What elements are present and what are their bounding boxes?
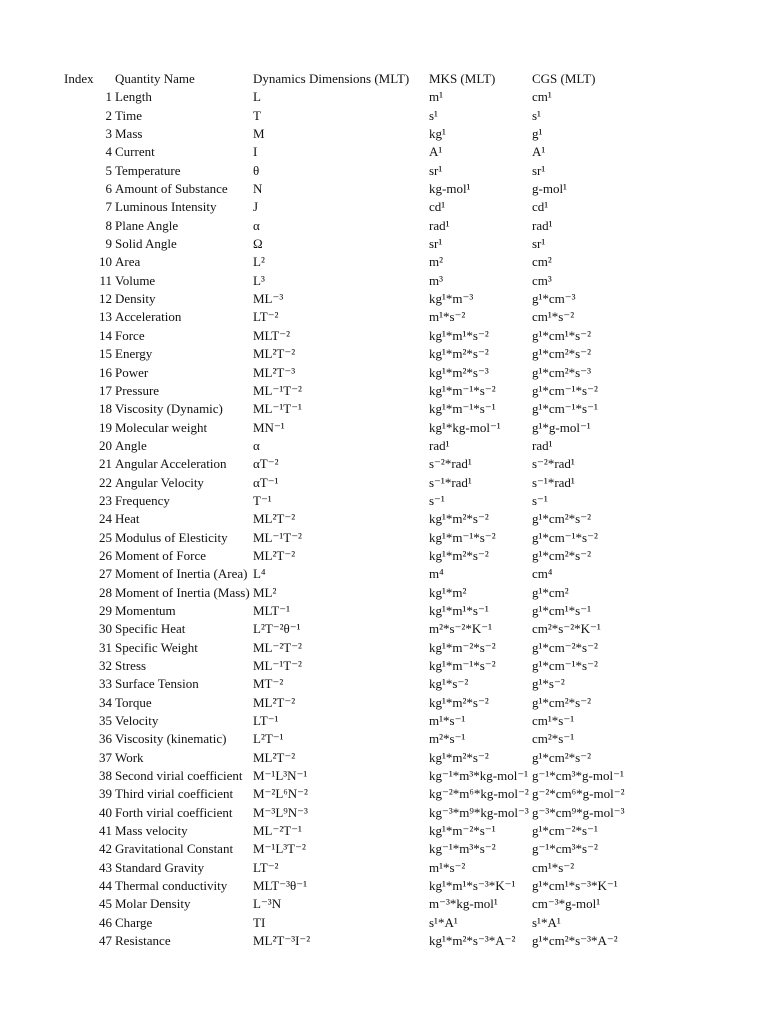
dimension-cell: ML⁻¹T⁻² [253, 382, 302, 398]
units-table [0, 70, 768, 951]
cgs-unit-cell: A¹ [532, 144, 546, 160]
cgs-unit-cell: rad¹ [532, 437, 553, 453]
table-row [0, 584, 768, 602]
table-row [0, 419, 768, 437]
quantity-name-cell: Plane Angle [115, 217, 179, 233]
quantity-name-cell: Mass velocity [115, 823, 188, 839]
mks-unit-cell: s⁻¹ [429, 492, 445, 508]
dimension-cell: LT⁻² [253, 309, 279, 325]
cgs-unit-cell: g¹*cm¹*s⁻³*K⁻¹ [532, 878, 618, 894]
quantity-name-cell: Viscosity (Dynamic) [115, 401, 223, 417]
quantity-name-cell: Velocity [115, 713, 159, 729]
mks-unit-cell: kg¹*m⁻¹*s⁻¹ [429, 401, 496, 417]
table-row [0, 455, 768, 473]
table-row [0, 657, 768, 675]
mks-unit-cell: s¹ [429, 107, 438, 123]
index-cell: 26 [99, 547, 112, 563]
dimension-cell: ML⁻¹T⁻² [253, 529, 302, 545]
table-row [0, 529, 768, 547]
index-cell: 39 [99, 786, 112, 802]
index-cell: 31 [99, 639, 112, 655]
mks-unit-cell: kg¹*m¹*s⁻¹ [429, 602, 489, 618]
index-cell: 37 [99, 749, 112, 765]
mks-unit-cell: kg¹*m¹*s⁻² [429, 327, 489, 343]
table-row [0, 730, 768, 748]
dimension-cell: ML²T⁻² [253, 694, 296, 710]
cgs-unit-cell: g¹*cm² [532, 584, 569, 600]
mks-unit-cell: s¹*A¹ [429, 914, 458, 930]
table-row [0, 822, 768, 840]
quantity-name-cell: Volume [115, 272, 156, 288]
quantity-name-cell: Mass [115, 126, 143, 142]
dimension-cell: L²T⁻²θ⁻¹ [253, 621, 301, 637]
index-cell: 42 [99, 841, 112, 857]
table-row [0, 859, 768, 877]
cgs-unit-cell: cm¹ [532, 89, 552, 105]
index-cell: 10 [99, 254, 112, 270]
mks-unit-cell: kg-mol¹ [429, 181, 471, 197]
dimension-cell: M⁻¹L³T⁻² [253, 841, 306, 857]
mks-unit-cell: m² [429, 254, 444, 270]
quantity-name-cell: Surface Tension [115, 676, 199, 692]
quantity-name-cell: Angle [115, 437, 147, 453]
index-cell: 44 [99, 878, 112, 894]
quantity-name-cell: Third virial coefficient [115, 786, 234, 802]
mks-unit-cell: m¹*s⁻² [429, 859, 466, 875]
table-row [0, 253, 768, 271]
dimension-cell: αT⁻² [253, 456, 279, 472]
cgs-unit-cell: g¹*cm¹*s⁻² [532, 327, 591, 343]
quantity-name-cell: Thermal conductivity [115, 878, 228, 894]
quantity-name-cell: Gravitational Constant [115, 841, 234, 857]
table-row [0, 694, 768, 712]
quantity-name-cell: Pressure [115, 382, 160, 398]
table-row [0, 767, 768, 785]
cgs-unit-cell: g¹*cm⁻²*s⁻² [532, 639, 598, 655]
table-row [0, 198, 768, 216]
dimension-cell: J [253, 199, 259, 215]
cgs-unit-cell: g⁻¹*cm³*g-mol⁻¹ [532, 768, 624, 784]
mks-unit-cell: kg¹*m²*s⁻² [429, 346, 489, 362]
quantity-name-cell: Temperature [115, 162, 181, 178]
cgs-unit-cell: g¹*cm²*s⁻² [532, 511, 591, 527]
cgs-unit-cell: g¹*cm²*s⁻² [532, 547, 591, 563]
index-cell: 8 [105, 217, 112, 233]
dimension-cell: LT⁻² [253, 859, 279, 875]
table-row [0, 235, 768, 253]
mks-unit-cell: sr¹ [429, 236, 443, 252]
mks-unit-cell: kg¹*m⁻²*s⁻¹ [429, 823, 496, 839]
dimension-cell: L⁻³N [253, 896, 282, 912]
table-row [0, 308, 768, 326]
mks-unit-cell: m⁻³*kg-mol¹ [429, 896, 498, 912]
quantity-name-cell: Molecular weight [115, 419, 208, 435]
quantity-name-cell: Power [115, 364, 149, 380]
dimension-cell: ML²T⁻³ [253, 364, 296, 380]
quantity-name-cell: Solid Angle [115, 236, 177, 252]
table-row [0, 749, 768, 767]
dimension-cell: ML⁻²T⁻² [253, 639, 302, 655]
table-row [0, 290, 768, 308]
cgs-unit-cell: cm¹*s⁻² [532, 309, 575, 325]
index-cell: 25 [99, 529, 112, 545]
quantity-name-cell: Torque [115, 694, 152, 710]
cgs-unit-cell: g¹*cm²*s⁻² [532, 346, 591, 362]
table-row [0, 162, 768, 180]
mks-unit-cell: kg¹*m⁻¹*s⁻² [429, 529, 496, 545]
dimension-cell: T [253, 107, 261, 123]
mks-unit-cell: kg¹*m²*s⁻² [429, 694, 489, 710]
quantity-name-cell: Current [115, 144, 155, 160]
quantity-name-cell: Moment of Inertia (Mass) [115, 584, 250, 600]
dimension-cell: L [253, 89, 261, 105]
mks-unit-cell: kg¹*m²*s⁻³*A⁻² [429, 933, 516, 949]
mks-unit-cell: kg⁻¹*m³*s⁻² [429, 841, 496, 857]
cgs-unit-cell: g¹*cm²*s⁻³*A⁻² [532, 933, 618, 949]
index-cell: 23 [99, 492, 112, 508]
mks-unit-cell: m³ [429, 272, 444, 288]
dimension-cell: α [253, 437, 260, 453]
table-row [0, 565, 768, 583]
index-cell: 33 [99, 676, 112, 692]
table-row [0, 382, 768, 400]
table-row [0, 88, 768, 106]
cgs-unit-cell: g¹*cm⁻³ [532, 291, 576, 307]
quantity-name-cell: Specific Weight [115, 639, 198, 655]
table-row [0, 437, 768, 455]
mks-unit-cell: A¹ [429, 144, 443, 160]
mks-unit-cell: kg¹ [429, 126, 446, 142]
index-cell: 2 [105, 107, 112, 123]
index-cell: 14 [99, 327, 112, 343]
index-cell: 20 [99, 437, 112, 453]
table-row [0, 785, 768, 803]
dimension-cell: Ω [253, 236, 263, 252]
dimension-cell: θ [253, 162, 260, 178]
dimension-cell: MLT⁻² [253, 327, 291, 343]
index-cell: 18 [99, 401, 112, 417]
index-cell: 35 [99, 713, 112, 729]
table-row [0, 675, 768, 693]
table-row [0, 602, 768, 620]
mks-unit-cell: kg¹*m⁻³ [429, 291, 474, 307]
dimension-cell: L² [253, 254, 265, 270]
dimension-cell: αT⁻¹ [253, 474, 279, 490]
quantity-name-cell: Density [115, 291, 156, 307]
dimension-cell: MLT⁻¹ [253, 602, 291, 618]
index-cell: 19 [99, 419, 112, 435]
table-row [0, 895, 768, 913]
table-row [0, 364, 768, 382]
quantity-name-cell: Angular Velocity [115, 474, 204, 490]
cgs-unit-cell: g⁻²*cm⁶*g-mol⁻² [532, 786, 625, 802]
cgs-unit-cell: g¹*s⁻² [532, 676, 565, 692]
mks-unit-cell: kg¹*m⁻²*s⁻² [429, 639, 496, 655]
dimension-cell: ML⁻¹T⁻² [253, 658, 302, 673]
cgs-unit-cell: g¹ [532, 126, 543, 142]
index-cell: 45 [99, 896, 112, 912]
table-row [0, 345, 768, 363]
dimension-cell: M⁻²L⁶N⁻² [253, 786, 308, 802]
index-cell: 17 [99, 382, 112, 398]
index-cell: 7 [105, 199, 112, 215]
dimension-cell: LT⁻¹ [253, 713, 279, 729]
table-row [0, 840, 768, 858]
header-cgs: CGS (MLT) [532, 71, 596, 86]
cgs-unit-cell: g¹*cm²*s⁻² [532, 694, 591, 710]
cgs-unit-cell: g⁻³*cm⁹*g-mol⁻³ [532, 804, 625, 820]
quantity-name-cell: Length [115, 89, 152, 105]
mks-unit-cell: sr¹ [429, 162, 443, 178]
dimension-cell: T⁻¹ [253, 492, 272, 508]
cgs-unit-cell: sr¹ [532, 236, 546, 252]
index-cell: 22 [99, 474, 112, 490]
dimension-cell: M⁻³L⁹N⁻³ [253, 804, 308, 820]
index-cell: 34 [99, 694, 112, 710]
cgs-unit-cell: g¹*cm⁻¹*s⁻² [532, 529, 598, 545]
table-row [0, 272, 768, 290]
mks-unit-cell: cd¹ [429, 199, 446, 215]
table-body [0, 88, 768, 950]
quantity-name-cell: Modulus of Elesticity [115, 529, 228, 545]
mks-unit-cell: m¹*s⁻² [429, 309, 466, 325]
table-header-row [0, 70, 768, 88]
cgs-unit-cell: cd¹ [532, 199, 549, 215]
mks-unit-cell: kg⁻³*m⁹*kg-mol⁻³ [429, 804, 529, 820]
mks-unit-cell: m¹*s⁻¹ [429, 713, 466, 729]
table-row [0, 639, 768, 657]
quantity-name-cell: Frequency [115, 492, 170, 508]
cgs-unit-cell: s⁻¹ [532, 492, 548, 508]
index-cell: 12 [99, 291, 112, 307]
dimension-cell: MLT⁻³θ⁻¹ [253, 878, 307, 894]
index-cell: 41 [99, 823, 112, 839]
mks-unit-cell: kg¹*m² [429, 584, 467, 600]
table-row [0, 180, 768, 198]
quantity-name-cell: Momentum [115, 602, 176, 618]
mks-unit-cell: kg⁻²*m⁶*kg-mol⁻² [429, 786, 529, 802]
quantity-name-cell: Molar Density [115, 896, 191, 912]
cgs-unit-cell: g⁻¹*cm³*s⁻² [532, 841, 598, 857]
index-cell: 1 [105, 89, 112, 105]
index-cell: 32 [99, 658, 112, 673]
cgs-unit-cell: s⁻²*rad¹ [532, 456, 575, 472]
index-cell: 16 [99, 364, 112, 380]
mks-unit-cell: m¹ [429, 89, 444, 105]
cgs-unit-cell: cm²*s⁻¹ [532, 731, 575, 747]
cgs-unit-cell: g¹*g-mol⁻¹ [532, 419, 591, 435]
dimension-cell: ML²T⁻³I⁻² [253, 933, 311, 949]
cgs-unit-cell: g¹*cm²*s⁻² [532, 749, 591, 765]
quantity-name-cell: Area [115, 254, 141, 270]
cgs-unit-cell: cm¹*s⁻¹ [532, 713, 575, 729]
cgs-unit-cell: g¹*cm⁻¹*s⁻² [532, 658, 598, 673]
cgs-unit-cell: g¹*cm²*s⁻³ [532, 364, 591, 380]
mks-unit-cell: kg¹*m²*s⁻³ [429, 364, 489, 380]
index-cell: 47 [99, 933, 112, 949]
dimension-cell: ML²T⁻² [253, 749, 296, 765]
index-cell: 21 [99, 456, 112, 472]
quantity-name-cell: Force [115, 327, 145, 343]
quantity-name-cell: Amount of Substance [115, 181, 228, 197]
index-cell: 27 [99, 566, 112, 582]
dimension-cell: M [253, 126, 265, 142]
index-cell: 24 [99, 511, 112, 527]
quantity-name-cell: Resistance [115, 933, 171, 949]
index-cell: 3 [105, 126, 112, 142]
dimension-cell: TI [253, 914, 266, 930]
cgs-unit-cell: g¹*cm¹*s⁻¹ [532, 602, 591, 618]
index-cell: 43 [99, 859, 112, 875]
dimension-cell: N [253, 181, 263, 197]
quantity-name-cell: Specific Heat [115, 621, 186, 637]
cgs-unit-cell: g¹*cm⁻¹*s⁻² [532, 382, 598, 398]
table-row [0, 510, 768, 528]
table-row [0, 217, 768, 235]
table-row [0, 932, 768, 950]
table-row [0, 877, 768, 895]
table-row [0, 143, 768, 161]
cgs-unit-cell: cm²*s⁻²*K⁻¹ [532, 621, 601, 637]
cgs-unit-cell: cm⁻³*g-mol¹ [532, 896, 601, 912]
cgs-unit-cell: s⁻¹*rad¹ [532, 474, 575, 490]
dimension-cell: L⁴ [253, 566, 266, 582]
table-row [0, 914, 768, 932]
table-row [0, 474, 768, 492]
mks-unit-cell: kg⁻¹*m³*kg-mol⁻¹ [429, 768, 529, 784]
table-row [0, 712, 768, 730]
index-cell: 30 [99, 621, 112, 637]
mks-unit-cell: kg¹*m⁻¹*s⁻² [429, 658, 496, 673]
index-cell: 11 [99, 272, 112, 288]
dimension-cell: L²T⁻¹ [253, 731, 284, 747]
index-cell: 29 [99, 602, 112, 618]
quantity-name-cell: Moment of Force [115, 547, 206, 563]
mks-unit-cell: kg¹*s⁻² [429, 676, 469, 692]
table-row [0, 125, 768, 143]
dimension-cell: ML²T⁻² [253, 346, 296, 362]
quantity-name-cell: Angular Acceleration [115, 456, 227, 472]
cgs-unit-cell: cm³ [532, 272, 552, 288]
mks-unit-cell: kg¹*m²*s⁻² [429, 511, 489, 527]
mks-unit-cell: kg¹*m²*s⁻² [429, 547, 489, 563]
index-cell: 9 [105, 236, 112, 252]
index-cell: 15 [99, 346, 112, 362]
quantity-name-cell: Standard Gravity [115, 859, 205, 875]
index-cell: 13 [99, 309, 112, 325]
dimension-cell: L³ [253, 272, 265, 288]
mks-unit-cell: rad¹ [429, 217, 450, 233]
table-row [0, 804, 768, 822]
table-row [0, 327, 768, 345]
index-cell: 40 [99, 804, 112, 820]
table-row [0, 492, 768, 510]
mks-unit-cell: m²*s⁻¹ [429, 731, 466, 747]
dimension-cell: ML²T⁻² [253, 511, 296, 527]
quantity-name-cell: Viscosity (kinematic) [115, 731, 227, 747]
quantity-name-cell: Forth virial coefficient [115, 804, 233, 820]
quantity-name-cell: Moment of Inertia (Area) [115, 566, 248, 582]
quantity-name-cell: Time [115, 107, 142, 123]
cgs-unit-cell: cm² [532, 254, 552, 270]
cgs-unit-cell: s¹*A¹ [532, 914, 561, 930]
mks-unit-cell: kg¹*m⁻¹*s⁻² [429, 382, 496, 398]
index-cell: 38 [99, 768, 112, 784]
mks-unit-cell: kg¹*kg-mol⁻¹ [429, 419, 501, 435]
cgs-unit-cell: g-mol¹ [532, 181, 567, 197]
index-cell: 28 [99, 584, 112, 600]
index-cell: 5 [105, 162, 112, 178]
cgs-unit-cell: s¹ [532, 107, 541, 123]
cgs-unit-cell: cm⁴ [532, 566, 553, 582]
header-index: Index [64, 71, 94, 86]
quantity-name-cell: Energy [115, 346, 153, 362]
table-row [0, 620, 768, 638]
cgs-unit-cell: sr¹ [532, 162, 546, 178]
dimension-cell: α [253, 217, 260, 233]
dimension-cell: ML⁻²T⁻¹ [253, 823, 302, 839]
dimension-cell: MT⁻² [253, 676, 284, 692]
dimension-cell: ML²T⁻² [253, 547, 296, 563]
quantity-name-cell: Stress [115, 658, 147, 673]
quantity-name-cell: Work [115, 749, 144, 765]
quantity-name-cell: Luminous Intensity [115, 199, 217, 215]
index-cell: 46 [99, 914, 112, 930]
mks-unit-cell: rad¹ [429, 437, 450, 453]
mks-unit-cell: kg¹*m²*s⁻² [429, 749, 489, 765]
quantity-name-cell: Charge [115, 914, 153, 930]
index-cell: 36 [99, 731, 112, 747]
dimension-cell: MN⁻¹ [253, 419, 285, 435]
index-cell: 4 [105, 144, 112, 160]
cgs-unit-cell: cm¹*s⁻² [532, 859, 575, 875]
quantity-name-cell: Second virial coefficient [115, 768, 243, 784]
header-mks: MKS (MLT) [429, 71, 496, 86]
dimension-cell: ML⁻³ [253, 291, 284, 307]
table-row [0, 547, 768, 565]
cgs-unit-cell: rad¹ [532, 217, 553, 233]
mks-unit-cell: kg¹*m¹*s⁻³*K⁻¹ [429, 878, 516, 894]
dimension-cell: ML² [253, 584, 277, 600]
quantity-name-cell: Heat [115, 511, 140, 527]
mks-unit-cell: m⁴ [429, 566, 444, 582]
table-row [0, 400, 768, 418]
dimension-cell: M⁻¹L³N⁻¹ [253, 768, 308, 784]
mks-unit-cell: m²*s⁻²*K⁻¹ [429, 621, 492, 637]
table-row [0, 107, 768, 125]
header-dynamics: Dynamics Dimensions (MLT) [253, 71, 410, 86]
mks-unit-cell: s⁻¹*rad¹ [429, 474, 472, 490]
dimension-cell: I [253, 144, 258, 160]
dimension-cell: ML⁻¹T⁻¹ [253, 401, 302, 417]
header-quantity: Quantity Name [115, 71, 195, 86]
cgs-unit-cell: g¹*cm⁻¹*s⁻¹ [532, 401, 598, 417]
index-cell: 6 [105, 181, 112, 197]
quantity-name-cell: Acceleration [115, 309, 182, 325]
cgs-unit-cell: g¹*cm⁻²*s⁻¹ [532, 823, 598, 839]
mks-unit-cell: s⁻²*rad¹ [429, 456, 472, 472]
